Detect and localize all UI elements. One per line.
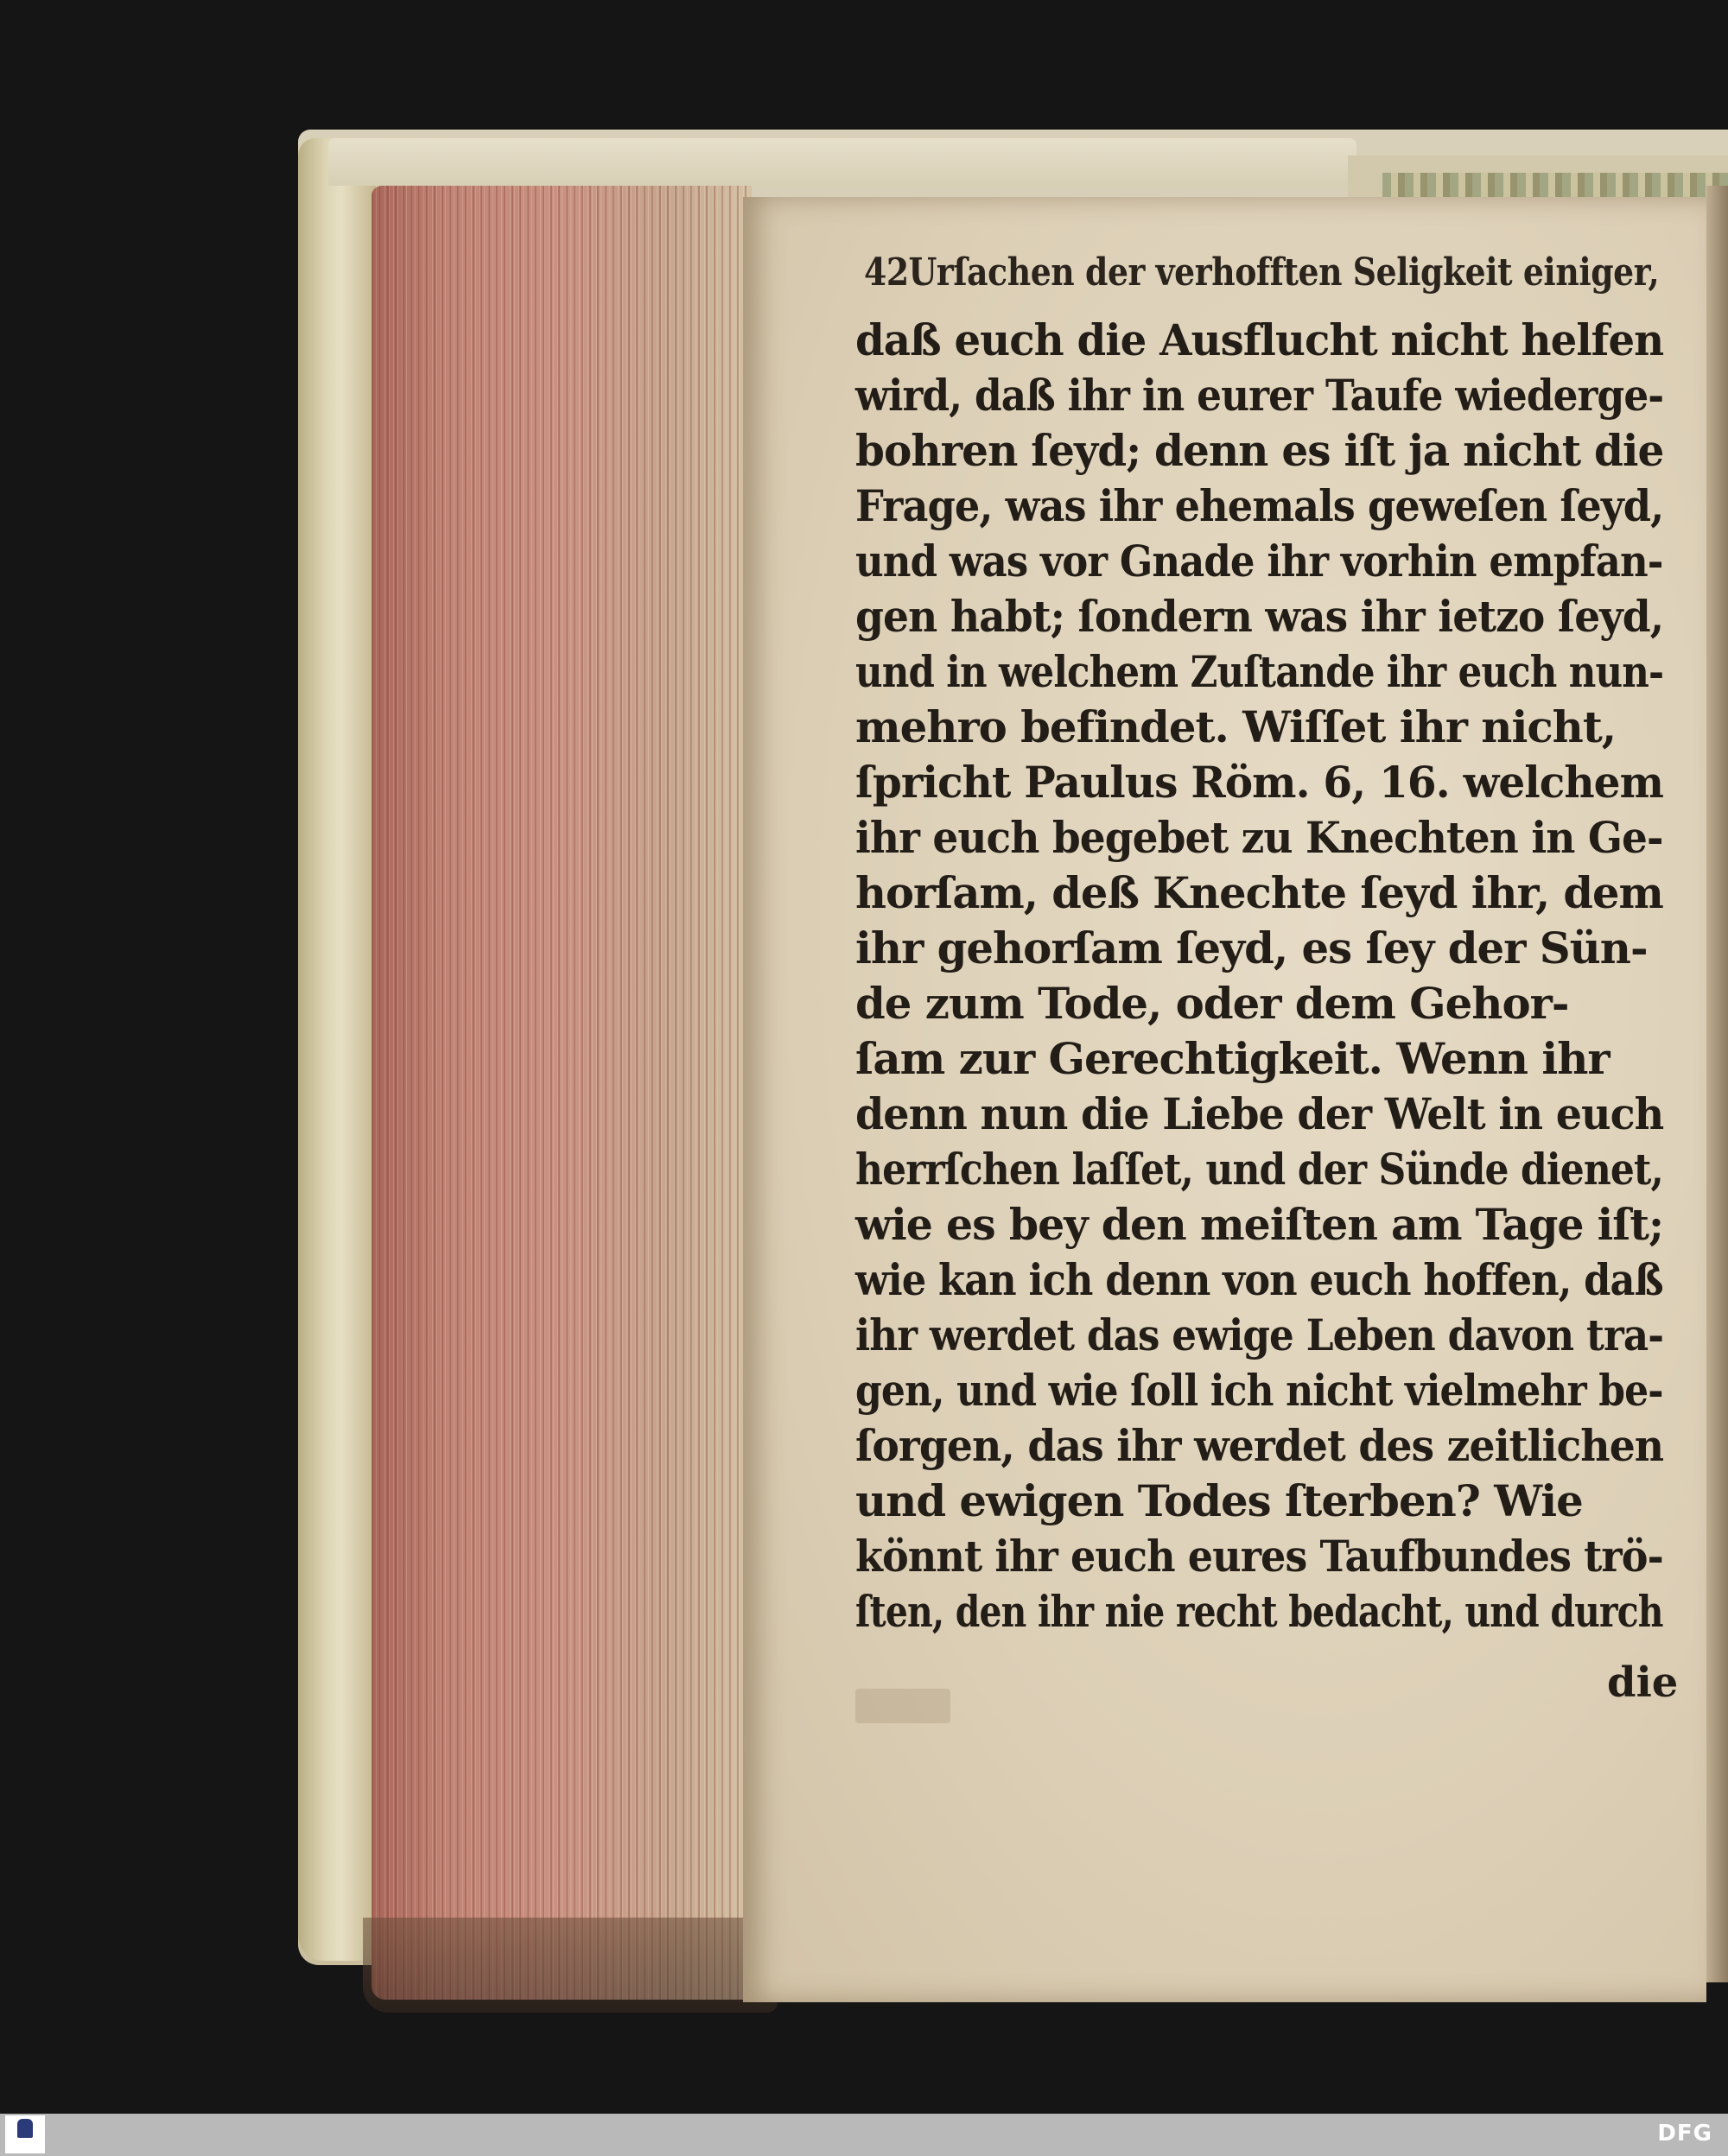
running-head bbox=[864, 250, 1660, 295]
text-line: und in welchem Zuſtande ihr euch nun- bbox=[855, 646, 1664, 697]
text-line: wie es bey den meiſten am Tage iſt; bbox=[855, 1199, 1664, 1250]
text-line: gen, und wie ſoll ich nicht vielmehr be- bbox=[855, 1365, 1663, 1416]
library-logo[interactable] bbox=[5, 2115, 45, 2153]
cover-top-edge bbox=[328, 138, 1356, 186]
text-line: ihr werdet das ewige Leben davon tra- bbox=[855, 1309, 1664, 1360]
text-line: gen habt; ſondern was ihr ietzo ſeyd, bbox=[855, 591, 1664, 642]
catchword: die bbox=[1607, 1658, 1679, 1707]
text-line: und was vor Gnade ihr vorhin empfan- bbox=[855, 536, 1663, 587]
page-body-text bbox=[855, 313, 1668, 1639]
text-line: ihr euch begebet zu Knechten in Ge- bbox=[855, 812, 1663, 863]
text-line: ſam zur Gerechtigkeit. Wenn ihr bbox=[855, 1033, 1610, 1084]
library-crest-icon bbox=[17, 2119, 33, 2138]
text-line: de zum Tode, oder dem Gehor- bbox=[855, 978, 1569, 1029]
page-edges bbox=[372, 186, 752, 2000]
text-line: bohren ſeyd; denn es iſt ja nicht die bbox=[855, 425, 1664, 476]
text-line: wird, daß ihr in eurer Taufe wiederge- bbox=[855, 370, 1664, 421]
text-line: und ewigen Todes ſterben? Wie bbox=[855, 1475, 1583, 1526]
page-edges-shadow bbox=[363, 1918, 778, 2013]
text-line: Frage, was ihr ehemals geweſen ſeyd, bbox=[855, 480, 1664, 531]
running-head-title: Urſachen der verhofften Seligkeit einiger, bbox=[908, 250, 1660, 295]
text-line: herrſchen laſſet, und der Sünde dienet, bbox=[855, 1144, 1663, 1195]
show-through-mark bbox=[855, 1689, 950, 1723]
book-spine bbox=[298, 138, 376, 1961]
headband bbox=[1382, 173, 1728, 199]
text-line: ſten, den ihr nie recht bedacht, und durch bbox=[855, 1586, 1663, 1637]
footer-bar bbox=[0, 2114, 1728, 2156]
text-line: könnt ihr euch eures Taufbundes trö- bbox=[855, 1531, 1663, 1582]
text-line: denn nun die Liebe der Welt in euch bbox=[855, 1088, 1664, 1139]
text-line: ſorgen, das ihr werdet des zeitlichen bbox=[855, 1420, 1664, 1471]
text-line: mehro befindet. Wiſſet ihr nicht, bbox=[855, 701, 1617, 752]
text-line: ihr gehorſam ſeyd, es ſey der Sün- bbox=[855, 923, 1648, 973]
dfg-logo[interactable]: DFG bbox=[1657, 2121, 1712, 2146]
text-line: horſam, deß Knechte ſeyd ihr, dem bbox=[855, 867, 1663, 918]
text-line: ſpricht Paulus Röm. 6, 16. welchem bbox=[855, 757, 1663, 808]
text-line: daß euch die Ausflucht nicht helfen bbox=[855, 314, 1664, 365]
text-line: wie kan ich denn von euch hoffen, daß bbox=[855, 1254, 1663, 1305]
page-right-edge bbox=[1706, 186, 1728, 1982]
page-number: 42 bbox=[864, 250, 909, 295]
